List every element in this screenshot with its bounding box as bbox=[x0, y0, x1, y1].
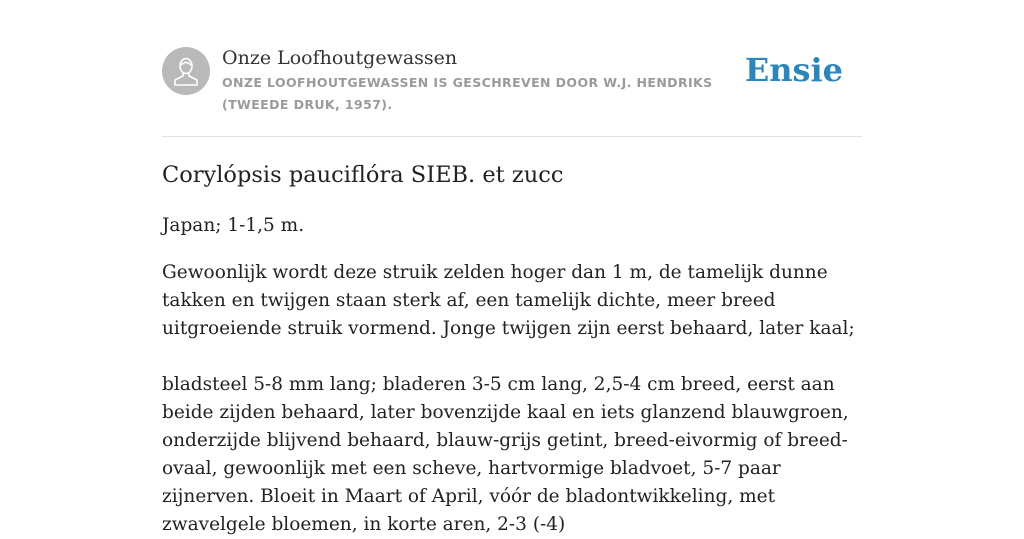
book-title[interactable]: Onze Loofhoutgewassen bbox=[222, 47, 458, 69]
article-paragraph-leaves: bladsteel 5-8 mm lang; bladeren 3-5 cm lang, 2,5-4 cm breed, eerst aan beide zijden behaard, later bovenzijde kaal en iets glanzend blauwgroen, onderzijde blijvend behaard, blauw-grijs getint, breed-eivormig of breed-ovaal, gewoonlijk met een scheve, hartvormige bladvoet, 5-7 paar zijnerven. Bloeit in Maart of April, vóór de bladontwikkeling, met zwavelgele bloemen, in korte aren, 2-3 (-4) bbox=[162, 374, 849, 535]
article bbox=[162, 160, 862, 539]
source-header bbox=[162, 46, 862, 137]
brand-logo[interactable]: Ensie bbox=[744, 51, 843, 89]
article-paragraph-description: Gewoonlijk wordt deze struik zelden hoger dan 1 m, de tamelijk dunne takken en twijgen staan sterk af, een tamelijk dichte, meer breed uitgroeiende struik vormend. Jonge twijgen zijn eerst behaard, later kaal; bbox=[162, 262, 855, 339]
article-title: Corylópsis pauciflóra SIEB. et zucc bbox=[162, 162, 564, 188]
book-subtitle: ONZE LOOFHOUTGEWASSEN IS GESCHREVEN DOOR W.J. HENDRIKS (TWEEDE DRUK, 1957). bbox=[222, 75, 713, 112]
user-silhouette-icon[interactable] bbox=[162, 47, 210, 95]
article-paragraph-origin: Japan; 1-1,5 m. bbox=[162, 215, 305, 236]
